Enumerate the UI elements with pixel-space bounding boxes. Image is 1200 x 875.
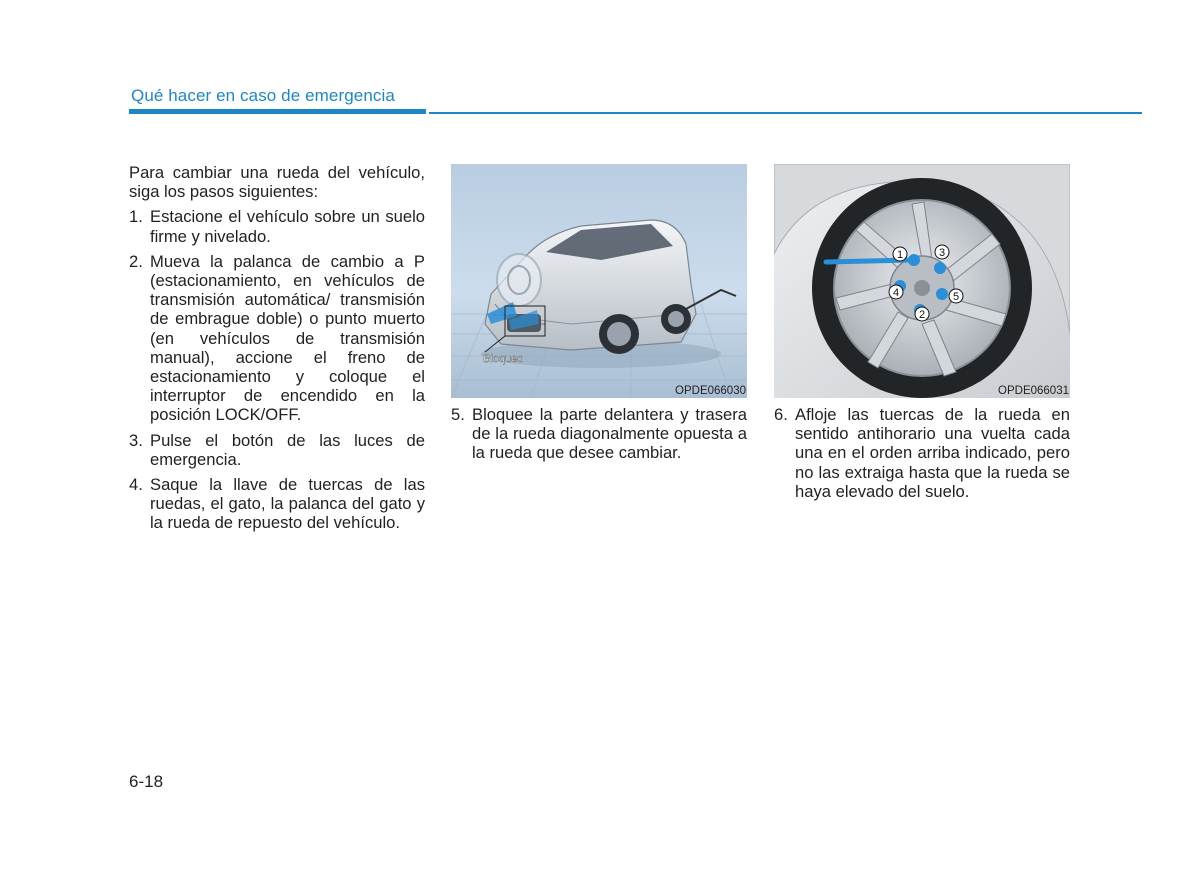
step-item (451, 405, 747, 463)
step-item (774, 405, 1070, 501)
step-text: Pulse el botón de las luces de emergencia. (150, 430, 425, 469)
header-accent-bar (129, 109, 426, 114)
section-title: Qué hacer en caso de emergencia (131, 86, 395, 105)
step-number: 2. (129, 251, 143, 271)
wheel-nut-order-illustration (774, 164, 1070, 398)
step-text: Saque la llave de tuercas de las ruedas, el gato, la palanca del gato y la rueda de repuesto del vehículo. (150, 475, 425, 533)
instructions-column-3 (774, 405, 1070, 507)
nut-label-1: 1 (896, 249, 904, 261)
nut-label-2: 2 (918, 309, 926, 321)
step-item (129, 252, 425, 425)
figure-code: OPDE066031 (998, 385, 1069, 397)
nut-label-3: 3 (938, 247, 946, 259)
page-number: 6-18 (129, 772, 164, 791)
step-number: 5. (451, 405, 465, 424)
step-text: Afloje las tuercas de la rueda en sentido antihorario una vuelta cada una en el orden arriba indicado, pero no las extraiga hasta que la rueda se haya elevado del suelo. (795, 405, 1070, 501)
step-number: 6. (774, 405, 788, 424)
car-illustration (451, 164, 747, 398)
instructions-column-2 (451, 405, 747, 469)
nut-label-5: 5 (952, 291, 960, 303)
nut-label-4: 4 (892, 287, 900, 299)
figure-code: OPDE066030 (675, 385, 746, 397)
instructions-column-1 (129, 163, 425, 539)
step-item (129, 207, 425, 245)
chock-label: Bloqueo (483, 353, 524, 365)
step-item (129, 431, 425, 469)
step-text: Estacione el vehículo sobre un suelo firme y nivelado. (150, 207, 425, 246)
step-number: 3. (129, 430, 143, 450)
wheel-illustration (774, 164, 1070, 398)
step-number: 4. (129, 475, 143, 495)
header-rule (429, 112, 1142, 114)
step-item (129, 475, 425, 533)
car-chock-illustration (451, 164, 747, 398)
step-text: Mueva la palanca de cambio a P (estacionamiento, en vehículos de transmisión automática/ transmisión de embrague doble) o punto muerto (en vehículos de transmisión manual), accione el freno de estacionamiento y coloque el interruptor de encendido en la posición LOCK/OFF. (150, 251, 425, 425)
intro-text: Para cambiar una rueda del vehículo, siga los pasos siguientes: (129, 163, 425, 202)
step-number: 1. (129, 207, 143, 227)
step-text: Bloquee la parte delantera y trasera de la rueda diagonalmente opuesta a la rueda que desee cambiar. (472, 405, 747, 463)
